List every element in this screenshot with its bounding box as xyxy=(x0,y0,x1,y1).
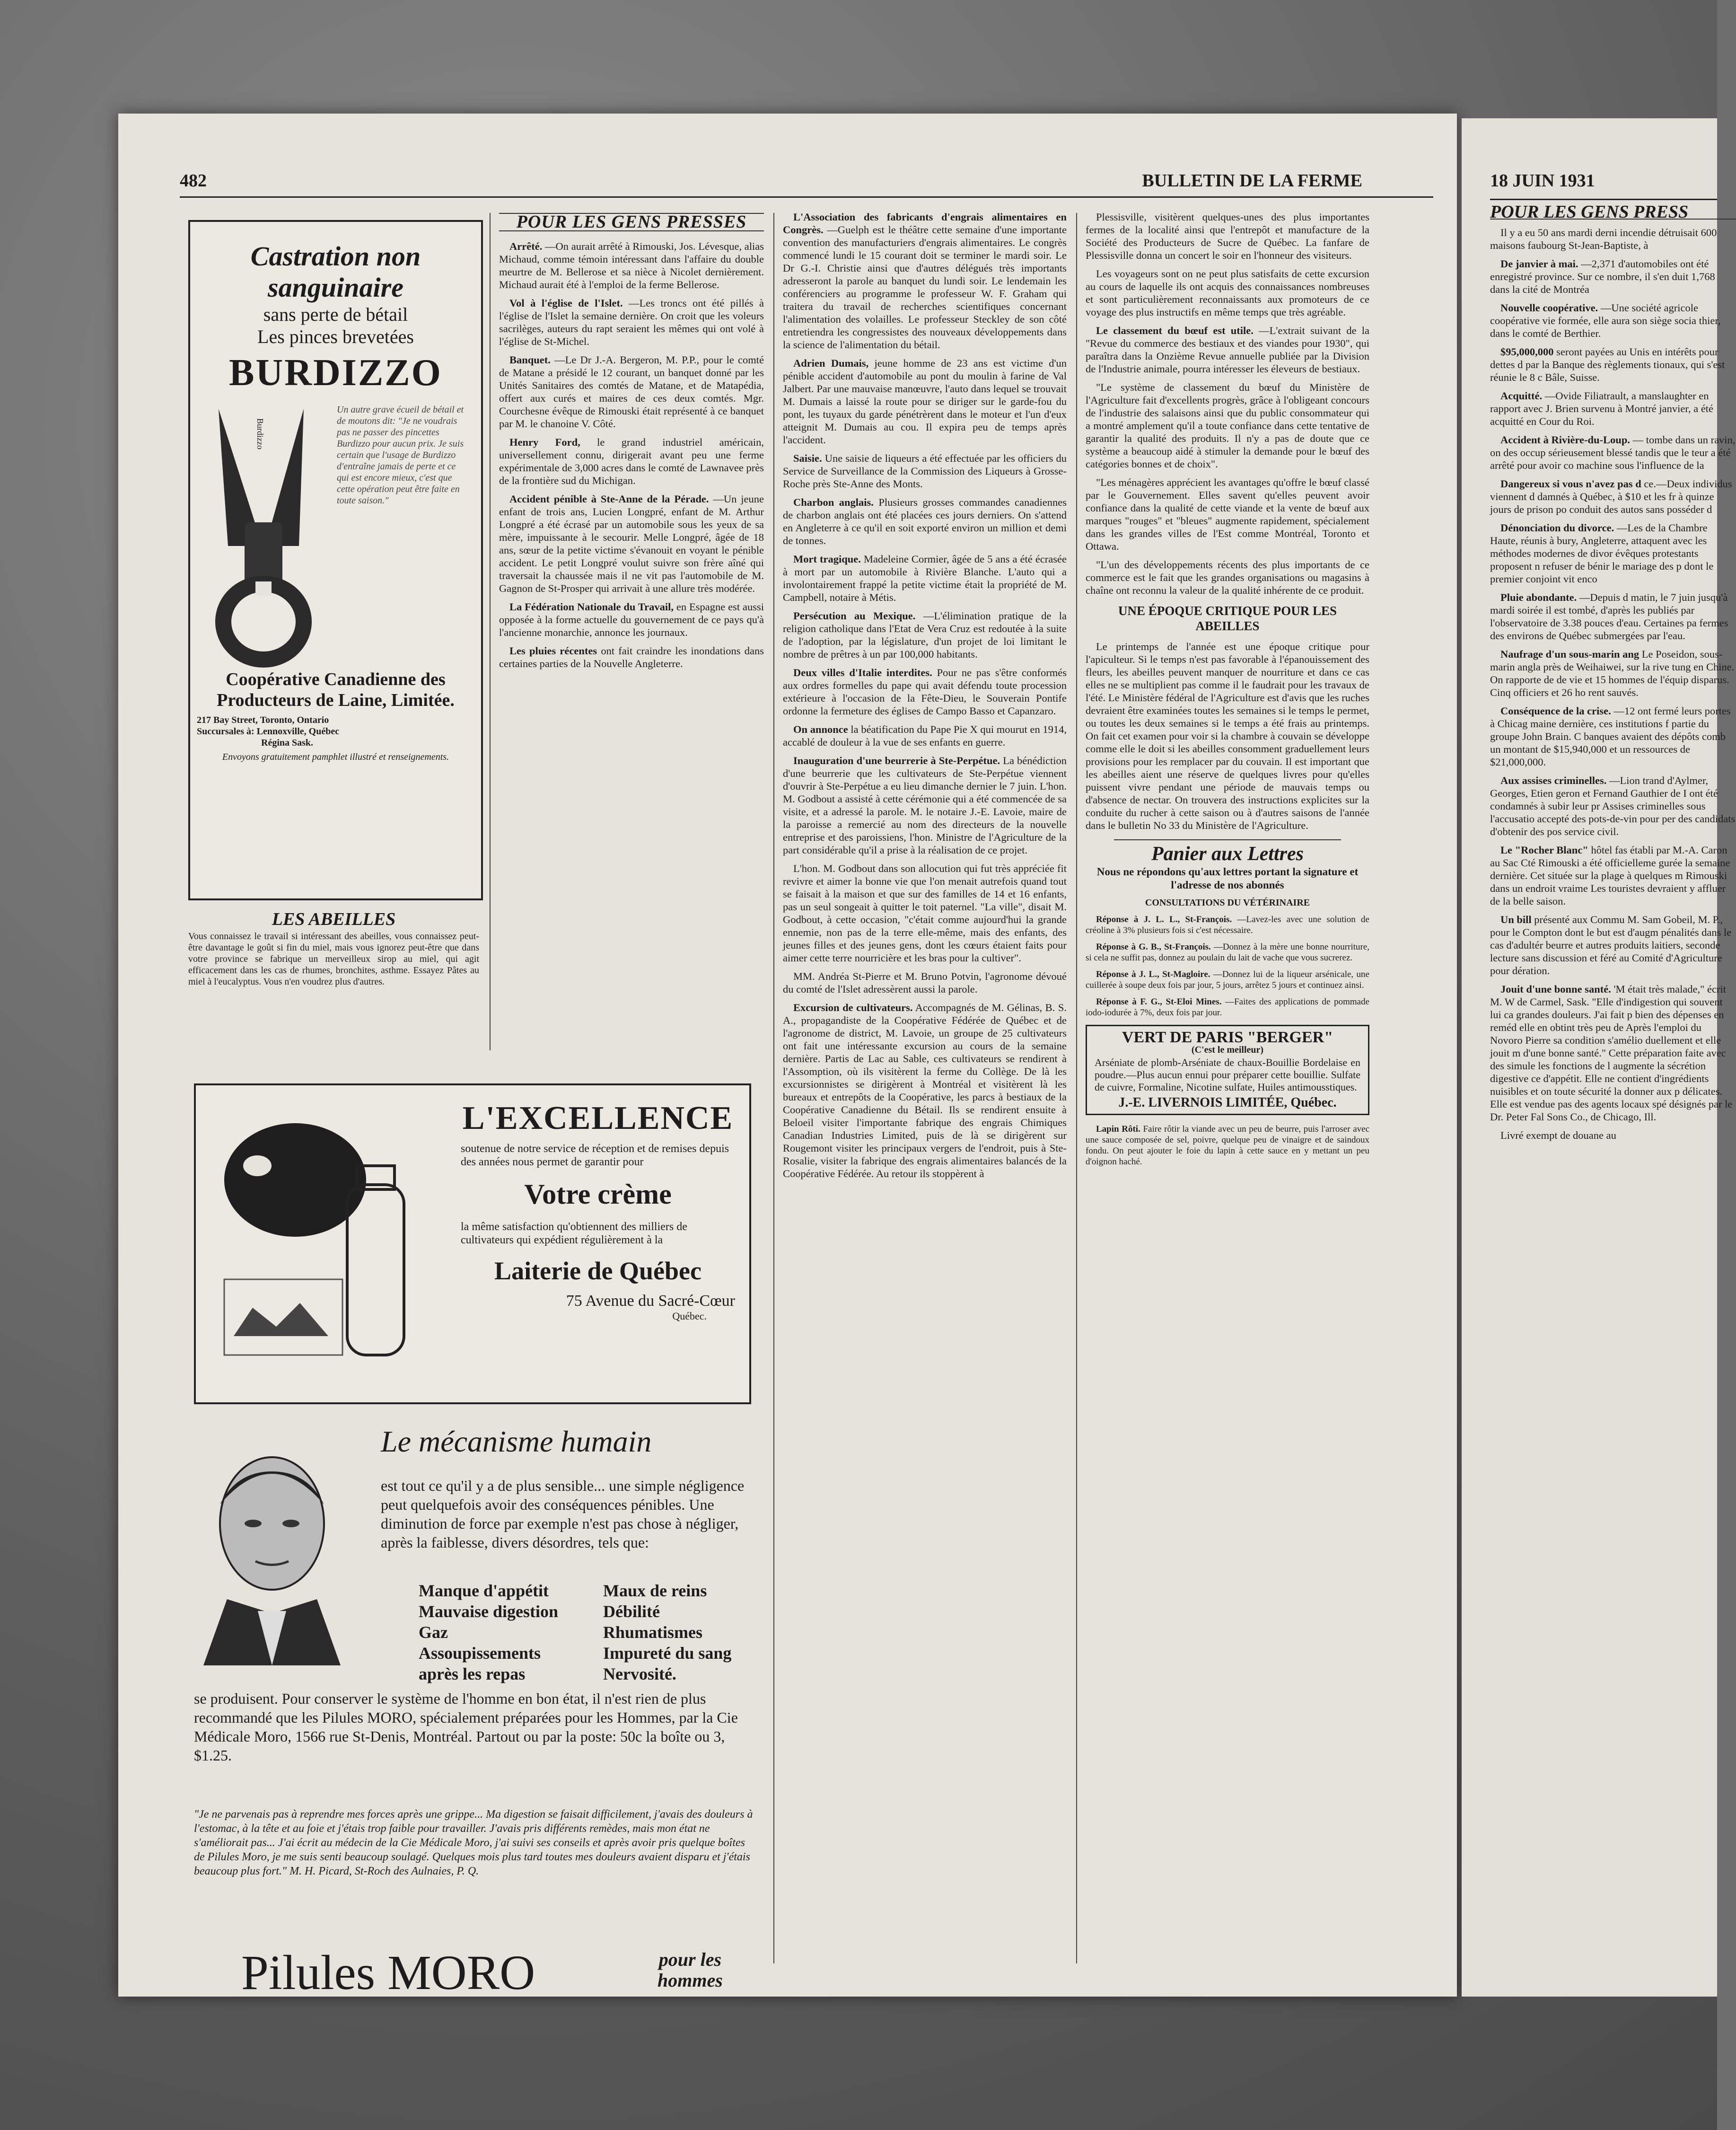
article: L'Association des fabricants d'engrais alimentaires en Congrès. —Guelph est le théâtre cette semaine d'une importante convention des manufacturiers d'engrais alimentaires. Le congrès commencé lundi le 15 courant doit se terminer le mardi soir. Le Dr G.-I. Christie ainsi que d'autres délégués très importants adresseront la parole au banquet du lundi soir. Le lendemain les conférenciers au programme le professeur W. F. Graham qui traitera du travail de recherches scientifiques concernant l'alimentation des volailles. Le professeur Steckley de son côté entretiendra les congressistes des nouveaux développements dans la science de l'alimentation du bétail. xyxy=(783,211,1067,351)
article: Plessisville, visitèrent quelques-unes des plus importantes fermes de la localité ainsi que l'entrepôt et manufacture de la Société des Producteurs de Sucre de Québec. La fanfare de Plessisville donna un concert le soir en l'honneur des visiteurs. xyxy=(1086,211,1369,261)
symptoms-right: Maux de reins Débilité Rhumatismes Impureté du sang Nervosité. xyxy=(603,1581,732,1683)
article: $95,000,000 seront payées au Unis en intérêts pour dettes d par la Banque des règlements tionaux, qui s'est réunie le 8 c Bâle, Suisse. xyxy=(1490,346,1725,383)
article: Mort tragique. Madeleine Cormier, âgée de 5 ans a été écrasée à mort par un automobile à Rivière Blanche. L'auto qui a involontairement frappé la petite victime était la propriété de M. Campbell, notaire à Métis. xyxy=(783,553,1067,603)
header-rule xyxy=(180,196,1433,198)
ad-title-line: Castration non xyxy=(250,241,421,272)
vert-sub: (C'est le meilleur) xyxy=(1191,1045,1264,1055)
article: Arrêté. —On aurait arrêté à Rimouski, Jos. Lévesque, alias Michaud, comme témoin intéressant dans l'affaire du double meurtre de M. Bellerose et sa nièce à Nicolet dernièrement. Michaud aurait été à l'emploi de la ferme Bellerose. xyxy=(499,240,764,290)
ad-brand: BURDIZZO xyxy=(229,352,442,394)
abeilles-text: Vous connaissez le travail si intéressant des abeilles, vous connaissez peut-être davantage le goût si fin du miel, mais vous ignorez peut-être que dans votre province se fabrique un merveilleux sirop au miel, qui agit efficacement dans les cas de rhumes, bronchites, asthme. Essayez Pâtes au miel à l'eucalyptus. Vous n'en voudrez plus d'autres. xyxy=(188,931,479,987)
panier-notice: Nous ne répondons qu'aux lettres portant la signature et l'adresse de nos abonnés xyxy=(1096,866,1359,891)
moro-testimonial: "Je ne parvenais pas à reprendre mes forces après une grippe... Ma digestion se faisait difficilement, j'avais des douleurs à l'estomac, à la tête et au foie et j'étais trop faible pour travailler. J'avais pris différents remèdes, mais mon état ne s'améliorait pas... J'ai écrit au médecin de la Cie Médicale Moro, j'ai suivi ses conseils et après avoir pris quelque boîtes de Pilules Moro, je me suis senti beaucoup soulagé. Quelques mois plus tard toutes mes douleurs avaient disparu et j'étais beaucoup plus fort." M. H. Picard, St-Roch des Aulnaies, P. Q. xyxy=(194,1808,753,1877)
article: Aux assises criminelles. —Lion trand d'Aylmer, Georges, Etien geron et Fernand Gauthier de I ont été condamnés à subir leur pr Assises criminelles sous l'accusatio accepté des pots-de-vin pour per des candidats d'obtenir des pos service civil. xyxy=(1490,775,1736,837)
article: Livré exempt de douane au xyxy=(1500,1129,1616,1141)
article: Persécution au Mexique. —L'élimination pratique de la religion catholique dans l'Etat de Vera Cruz est redoutée à la suite de l'adoption, par la législature, d'un projet de loi limitant le nombre de prêtres à un par 100,000 habitants. xyxy=(783,610,1067,660)
consult-title: CONSULTATIONS DU VÉTÉRINAIRE xyxy=(1145,898,1310,908)
article: Dangereux si vous n'avez pas d ce.—Deux individus viennent d damnés à Québec, à $10 et les fr à quinze jours de prison po conduit des autos sans posséder d xyxy=(1490,478,1732,515)
vert-text: Arséniate de plomb-Arséniate de chaux-Bouillie Bordelaise en poudre.—Plus aucun ennui pour préparer cette bouillie. Sulfate de cuivre, Formaline, Nicotine sulfate, Huiles antimousstiques. xyxy=(1095,1056,1360,1093)
column-rule xyxy=(773,213,774,1963)
answer: Réponse à F. G., St-Eloi Mines. —Faites des applications de pommade iodo-iodurée à 7%, deux fois par jour. xyxy=(1086,997,1369,1018)
vert-de-paris-ad xyxy=(1086,1025,1369,1115)
abeilles-title: LES ABEILLES xyxy=(272,909,396,929)
company-branch2: Régina Sask. xyxy=(261,738,314,748)
excellence-title: L'EXCELLENCE xyxy=(462,1100,734,1136)
vert-firm: J.-E. LIVERNOIS LIMITÉE, Québec. xyxy=(1118,1095,1337,1110)
epoque-body: Le printemps de l'année est une époque critique pour l'apiculteur. Si le temps n'est pas favorable à l'épanouissement des fleurs, les abeilles peuvent manquer de nourriture et dans ce cas elles ne se multiplient pas comme il le faudrait pour les travaux de l'été. Le Ministère fédéral de l'Agriculture est d'avis que les ruches devraient être examinées toutes les semaines si le temps le permet, ou toutes les deux semaines si le temps a été frais au printemps. On fait cet examen pour voir si la chambre à couvain se développe comme elle le doit si les abeilles consomment graduellement leurs provisions pour les remplacer par du couvain. Il est important que les abeilles aient une réserve de quelques livres pour qu'elles puissent vivre pendant une période de mauvais temps ou d'absence de nectar. On trouvera des instructions explicites sur la conduite du rucher à cette saison ou à d'autres saisons de l'année dans le bulletin No 33 du Ministère de l'Agriculture. xyxy=(1086,641,1369,831)
column-2 xyxy=(783,211,1067,1966)
moro-brand: Pilules MORO xyxy=(241,1945,535,2000)
right-page xyxy=(1462,118,1736,1997)
answer: Réponse à G. B., St-François. —Donnez à la mère une bonne nourriture, si cela ne suffit pas, donnez au poulain du lait de vache que vous sucrerez. xyxy=(1086,942,1370,963)
article: Adrien Dumais, jeune homme de 23 ans est victime d'un pénible accident d'automobile au pont du moulin à farine de Val Jalbert. Par une mauvaise manœuvre, l'auto dans lequel se trouvait M. Dumais a laissé la route pour se diriger sur le garde-fou du pont, les tuyaux du garde pénétrèrent dans le moteur et l'un d'eux atteignit M. Dumais au cou. Il expira peu de temps après l'accident. xyxy=(783,357,1067,446)
article: Les pluies récentes ont fait craindre les inondations dans certaines parties de la Nouvelle Angleterre. xyxy=(499,645,764,669)
article: "L'un des développements récents des plus importants de ce commerce est le fait que les grandes organisations ou magasins à chaîne ont reconnu la valeur de la qualité inhérente de ce produit. xyxy=(1086,559,1369,596)
article: Le "Rocher Blanc" hôtel fas établi par M.-A. Caron au Sac Cté Rimouski a été officielleme gurée la semaine dernière. Cet située sur la plage à quelques m Rimouski dans un endroit vraime Les touristes devraient y affluer de la belle saison. xyxy=(1490,844,1730,907)
article: Saisie. Une saisie de liqueurs a été effectuée par les officiers du Service de Surveillance de la Commission des Liqueurs à Grosse-Roche près Ste-Anne des Monts. xyxy=(783,452,1067,490)
section-title: POUR LES GENS PRESSES xyxy=(499,213,764,231)
article: Henry Ford, le grand industriel américain, universellement connu, dirigerait avant peu une ferme expérimentale de 3,000 acres dans le comté de Lawnavee près de la frontière sud du Michigan. xyxy=(499,436,764,486)
company-line: Producteurs de Laine, Limitée. xyxy=(217,690,455,710)
moro-ad xyxy=(194,1424,762,1992)
ad-title-line: sanguinaire xyxy=(268,272,403,303)
panier-title: Panier aux Lettres xyxy=(1151,843,1304,865)
article: Accident pénible à Ste-Anne de la Pérade. —Un jeune enfant de trois ans, Lucien Longpré, enfant de M. Arthur Longpré a été écrasé par un automobile sous les yeux de sa mère, impuissante à le secourir. Melle Longpré, âgée de 18 ans, sœur de la petite victime s'évanouit en voyant le pénible accident. Le petit Longpré voulut suivre son frère aîné qui traversait la chaussée mais il ne vit pas l'automobile de M. Gagnon de St-Prosper qui arrivait à une allure très modérée. xyxy=(499,493,764,594)
article: Vol à l'église de l'Islet. —Les troncs ont été pillés à l'église de l'Islet la semaine dernière. On croit que les voleurs sacrilèges, auteurs du rapt seraient les mêmes qui ont volé à l'église de St-Michel. xyxy=(499,297,764,347)
vert-title: VERT DE PARIS "BERGER" xyxy=(1122,1029,1333,1046)
article: "Le système de classement du bœuf du Ministère de l'Agriculture fait d'excellents progrès, grâce à l'obligeant concours de l'industrie des salaisons ainsi que du public consommateur qui a montré amplement qu'il a toute confiance dans cette tentative de garantir la qualité des produits. Il n'y a pas de doute que ce système a beaucoup aidé à stimuler la demande pour le bœuf des catégories bonnes et de choix". xyxy=(1086,381,1369,470)
article: Charbon anglais. Plusieurs grosses commandes canadiennes de charbon anglais ont été placées ces jours derniers. On s'attend en Angleterre à ce qu'il en soit exporté environ un million et demi de tonnes. xyxy=(783,496,1067,546)
article: Dénonciation du divorce. —Les de la Chambre Haute, réunis à bury, Angleterre, attaquent avec les méthodes modernes de divor évêques protestants proposent n refuser de bénir le mariage des p dont le premier conjoint vit enco xyxy=(1490,522,1714,585)
ad-subtitle2: Les pinces brevetées xyxy=(257,326,414,347)
article: "Les ménagères apprécient les avantages qu'offre le bœuf classé par le Gouvernement. Elles savent qu'elles peuvent avoir confiance dans la qualité de cette viande et la vente de bœuf aux marques "rouges" et "bleues" augmente rapidement, spécialement dans les grandes villes de l'Est comme Montréal, Toronto et Ottawa. xyxy=(1086,476,1369,552)
page-date: 18 JUIN 1931 xyxy=(1490,171,1595,191)
moro-intro: est tout ce qu'il y a de plus sensible... une simple négligence peut quelquefois avoir des conséquences pénibles. Une diminution de force par exemple n'est pas chose à négliger, après la faiblesse, divers désordres, tels que: xyxy=(381,1477,745,1551)
lapin-recipe: Lapin Rôti. Faire rôtir la viande avec un peu de beurre, puis l'arroser avec une sauce composée de sel, poivre, quelque peu de vinaigre et de saindoux fondu. On peut ajouter le foie du lapin à cette sauce en y mettant un peu d'oignon haché. xyxy=(1086,1124,1370,1167)
company-address: 217 Bay Street, Toronto, Ontario xyxy=(197,715,329,725)
article: Pluie abondante. —Depuis d matin, le 7 juin jusqu'à mardi soirée il est tombé, d'après les publiés par l'observatoire de 3.38 pouces d'eau. Certaines pa fermes des environs de Québec submergées par l'eau. xyxy=(1490,591,1728,642)
column-1 xyxy=(499,213,764,1050)
ad-footer: Envoyons gratuitement pamphlet illustré et renseignements. xyxy=(222,752,449,762)
article: Jouit d'une bonne santé. 'M était très malade," écrit M. W de Carmel, Sask. "Elle d'indigestion qui souvent lui ca grandes douleurs. J'ai fait p bien des dépenses en reméd elle en obtint très peu de Après l'emploi du Novoro Pierre sa condition s'amélio duellement et elle jouit m d'une bonne santé." Cette préparation faite avec des simule les fonctions de l augmente la sécrétion digestive ce d'appétit. Elle ne contient d'ingrédients nuisibles et on toute sécurité la donner aux p délicates. Elle est vendue pas des agents locaux spé désignés par le Dr. Peter Fal Sons Co., de Chicago, Ill. xyxy=(1490,983,1733,1123)
article: La Fédération Nationale du Travail, en Espagne est aussi opposée à la forme actuelle du gouvernement de ce pays qu'à l'ancienne monarchie, annonce les journaux. xyxy=(499,601,764,638)
column-rule xyxy=(1076,213,1077,1963)
cow-milk-icon xyxy=(215,1109,423,1374)
excellence-cream: Votre crème xyxy=(524,1179,672,1210)
page-number: 482 xyxy=(180,171,207,191)
article: Naufrage d'un sous-marin ang Le Poseidon, sous-marin angla près de Weihaiwei, sur la rive tung en Chine. On rapporte de de vie et 15 hommes de l'équip disparus. Cinq officiers et 26 ho rent sauvés. xyxy=(1490,648,1735,698)
answer: Réponse à J. L. L., St-François. —Lavez-les avec une solution de créoline à 3% plusieurs fois si c'est nécessaire. xyxy=(1086,915,1369,935)
excellence-line1: soutenue de notre service de réception et de remises depuis des années nous permet de garantir pour xyxy=(461,1143,729,1168)
burdizzo-ad xyxy=(188,220,483,900)
article: Nouvelle coopérative. —Une société agricole coopérative vie formée, elle aura son siège socia thier, dans le comté de Berthier. xyxy=(1490,302,1721,339)
ad-side-text: Un autre grave écueil de bétail et de moutons dit: "Je ne voudrais pas ne passer des pincettes Burdizzo pour aucun prix. Je suis certain que l'usage de Burdizzo d'entraîne jamais de perte et ce qui est encore mieux, c'est que cette opération peut être faite en toute saison." xyxy=(337,405,464,506)
running-head: BULLETIN DE LA FERME xyxy=(1142,171,1362,191)
column-rule xyxy=(490,213,491,1050)
ad-subtitle: sans perte de bétail xyxy=(263,304,408,325)
symptoms-left: Manque d'appétit Mauvaise digestion Gaz Assoupissements après les repas xyxy=(419,1581,559,1683)
right-section-title: POUR LES GENS PRESS xyxy=(1490,206,1736,220)
moro-body: se produisent. Pour conserver le système de l'homme en bon état, il n'est rien de plus recommandé que les Pilules MORO, spécialement préparées pour les Hommes, par la Cie Médicale Moro, 1566 rue St-Denis, Montréal. Partout ou par la poste: 50c la boîte ou 3, $1.25. xyxy=(194,1690,738,1764)
abeilles-block xyxy=(188,909,479,1065)
tool-label: Burdizzo xyxy=(255,418,265,449)
moro-brand-side: pour les hommes xyxy=(658,1949,723,1991)
article: Excursion de cultivateurs. Accompagnés de M. Gélinas, B. S. A., propagandiste de la Coopérative Fédérée de Québec et de l'agronome de district, M. Lavoie, un groupe de 25 cultivateurs ont fait une intéressante excursion au cours de la semaine dernière. Partis de Lac au Sable, ces cultivateurs se rendirent à l'Assomption, où ils visitèrent la ferme du Collège. De là les excursionnistes se dirigèrent à Montréal et visitèrent là les bureaux et entrepôts de la Coopérative, les parcs à bestiaux de la Coopérative Canadienne du Bétail. Ils se rendirent ensuite à Beloeil visiter l'importante fabrique des engrais Chimiques Canadian Industries Limited, puis de là se dirigèrent sur Rougemont visiter les principaux vergers de l'endroit, puis à Ste-Rosalie, visiter la fabrique des engrais alimentaires balancés de la Coopérative Fédérée. Au retour ils stoppèrent à xyxy=(783,1002,1067,1179)
epoque-title: UNE ÉPOQUE CRITIQUE POUR LES ABEILLES xyxy=(1118,604,1337,633)
article: Conséquence de la crise. —12 ont fermé leurs portes à Chicag maine dernière, ces institutions f partie du groupe John Brain. C banques avaient des dépôts comb un montant de $15,940,000 et un ressources de $21,000,000. xyxy=(1490,705,1731,768)
right-column xyxy=(1490,202,1736,1985)
article: Inauguration d'une beurrerie à Ste-Perpétue. La bénédiction d'une beurrerie que les cultivateurs de Ste-Perpétue viennent d'ouvrir à Ste-Perpétue a eu lieu dimanche dernier le 7 juin. L'hon. M. Godbout a assisté à cette cérémonie qui a été commencée de sa visite, et a adressé la parole. M. le notaire J.-E. Lavoie, maire de la paroisse a remercié au nom des directeurs de la nouvelle entreprise et des paroissiens, l'hon. Ministre de l'Agriculture de la part considérable qu'il a prise à la réalisation de ce projet. xyxy=(783,755,1067,856)
article: MM. Andréa St-Pierre et M. Bruno Potvin, l'agronome dévoué du comté de l'Islet adressèrent aussi la parole. xyxy=(783,970,1067,995)
article: De janvier à mai. —2,371 d'automobiles ont été enregistré province. Sur ce nombre, il s'en duit 1,768 dans la cité de Montréa xyxy=(1490,258,1715,295)
answer: Réponse à J. L., St-Magloire. —Donnez lui de la liqueur arsénicale, une cuillerée à soupe deux fois par jour, 5 jours, arrêtez 5 jours et continuez ainsi. xyxy=(1086,969,1369,990)
article: Le classement du bœuf est utile. —L'extrait suivant de la "Revue du commerce des bestiaux et des viandes pour 1930", qui paraîtra dans la Onzième Revue annuelle publiée par la Division de l'Industrie animale, pourra intéresser les éleveurs de bestiaux. xyxy=(1086,325,1370,375)
pincer-icon xyxy=(200,404,342,669)
article: Deux villes d'Italie interdites. Pour ne pas s'être conformés aux ordres formelles du pape qui avait défendu toute procession extérieure à l'occasion de la Fête-Dieu, le Souverain Pontife ordonne la fermeture des églises de Campo Basso et Capanzaro. xyxy=(783,667,1067,717)
article: L'hon. M. Godbout dans son allocution qui fut très appréciée fit revivre et aimer la bonne vie que l'on menait autrefois quand tout se faisait à la maison et que sur des familles de 14 et 16 enfants, pas un seul songeait à quitter le toit paternel. "La ville", disait M. Godbout, à cette occasion, "c'était comme aujourd'hui la grande ennemie, non pas de la terre elle-même, mais des enfants, des jeunes filles et des jeunes gens, dont les cœurs étaient faits pour aimer cette terre nourricière et les bras pour la cultiver". xyxy=(783,863,1067,964)
article: Acquitté. —Ovide Filiatrault, a manslaughter en rapport avec J. Brien survenu à Montré janvier, a été acquitté en Cour du Roi. xyxy=(1490,390,1714,427)
article: Il y a eu 50 ans mardi derni incendie détruisait 600 maisons faubourg St-Jean-Baptiste, à xyxy=(1490,227,1717,251)
article: Accident à Rivière-du-Loup. — tombe dans un ravin, on des occup sérieusement blessé tandis que le teur a été arrêté pour avoir co machine sous l'influence de la xyxy=(1490,434,1736,471)
moro-title: Le mécanisme humain xyxy=(381,1425,652,1458)
excellence-city: Québec. xyxy=(672,1310,707,1322)
article: On annonce la béatification du Pape Pie X qui mourut en 1914, accablé de douleur à la vue de ses enfants en guerre. xyxy=(783,723,1067,748)
excellence-dairy: Laiterie de Québec xyxy=(494,1257,701,1285)
excellence-line2: la même satisfaction qu'obtiennent des milliers de cultivateurs qui expédient régulièrement à la xyxy=(461,1221,687,1246)
company-branches: Succursales à: Lennoxville, Québec xyxy=(197,726,340,737)
company-line: Coopérative Canadienne des xyxy=(226,669,446,689)
man-portrait-icon xyxy=(194,1443,350,1665)
left-page xyxy=(118,114,1457,2000)
article: Un bill présenté aux Commu M. Sam Gobeil, M. P., pour le Compton dont le but est d'augm pénalités dans le cas d'adultér beurre et autres produits laitiers, seconde lecture sans discussion et féré au Comité d'Agriculture pour dération. xyxy=(1490,914,1732,977)
column-3 xyxy=(1086,211,1369,1966)
article: Les voyageurs sont on ne peut plus satisfaits de cette excursion au cours de laquelle ils ont acquis des connaissances nombreuses et sont particulièrement reconnaissants aux promoteurs de ce voyage des plus instructifs en même temps que très agréable. xyxy=(1086,268,1369,318)
excellence-address: 75 Avenue du Sacré-Cœur xyxy=(566,1292,735,1310)
article: Banquet. —Le Dr J.-A. Bergeron, M. P.P., pour le comté de Matane a présidé le 12 courant, un banquet donné par les Unités Sanitaires des comtés de Matane, et de Matapédia, offert aux curés et maires de ces deux comtés. Mgr. Courchesne évêque de Rimouski était représenté à ce banquet par M. le chanoine V. Côté. xyxy=(499,354,764,430)
excellence-ad xyxy=(194,1083,751,1404)
